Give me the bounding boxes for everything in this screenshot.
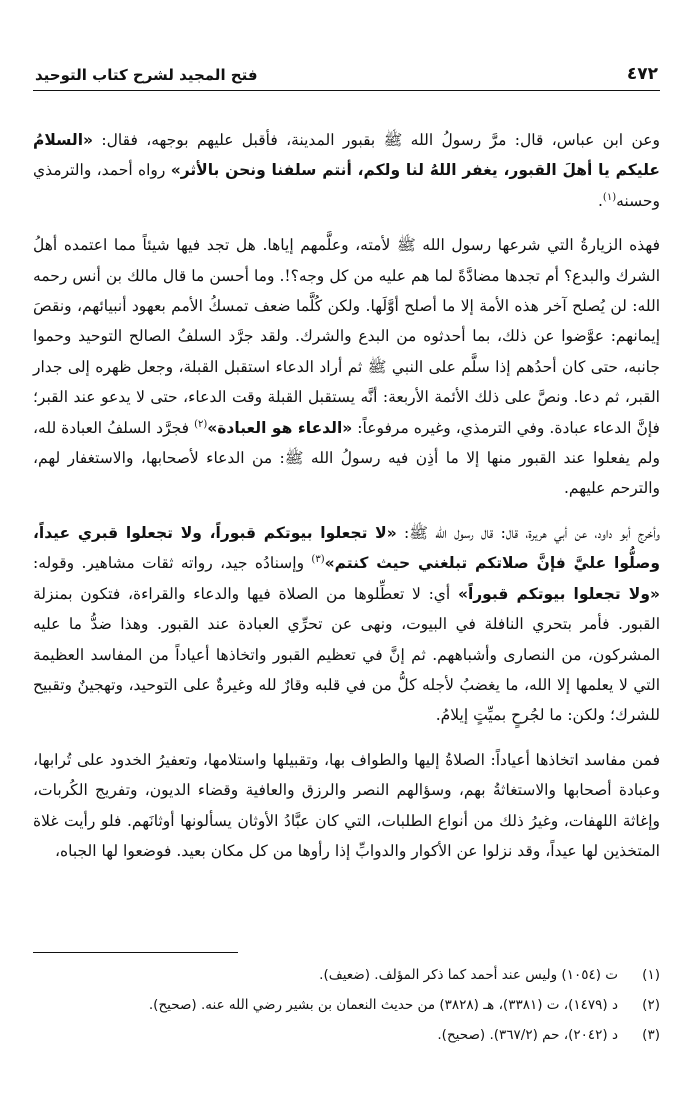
text-run: فمن مفاسد اتخاذها أعياداً: الصلاةُ إليها والطواف بها، وتقبيلها واستلامها، وتعفيرُ الخدود على تُرابها، وعبادة أصحابها والاستغاثةُ بهم، وسؤالهم النصر والرزق والعافية وقضاء الديون، وتفريج الكُربات، وإغاثة اللهفات، وغيرُ ذلك من أنواع الطلبات، التي كان عبَّادُ الأوثان يسألونها أوثانَهم. فلو رأيت غلاة المتخذين لها عيداً، وقد نزلوا عن الأكوار والدوابِّ إذا رأوها من كل مكان بعيد. فوضعوا لها الجباه، <box>33 750 660 860</box>
paragraph-1 <box>33 125 660 216</box>
text-run: . <box>597 191 603 210</box>
running-title: فتح المجيد لشرح كتاب التوحيد <box>35 66 258 84</box>
footnote-ref[interactable]: (١) <box>602 191 617 203</box>
text-run: رواه أحمد، والترمذي وحسنه <box>33 161 660 210</box>
footnotes <box>33 952 660 1043</box>
text-run: أي: لا تعطِّلوها من الصلاة فيها والدعاء والقراءة، فتكون بمنزلة القبور. فأمر بتحري النافلة في البيوت، ونهى عن تحرِّي العبادة عند القبور. وهذا ضدُّ ما عليه المشركون، من النصارى وأشباههم. ثم إنَّ في تعظيم القبور واتخاذها أعياداً من المفاسد العظيمة التي لا يعلمها إلا الله، ما يغضبُ لأجله كلُّ من في قلبه وقارٌ لله وغيرةٌ على التوحيد، وتهجينٌ وتقبيح للشرك؛ ولكن: ما لجُرحٍ بميِّتٍ إيلامُ. <box>33 584 660 725</box>
footnote-number: (٢) <box>642 997 660 1013</box>
page-number: ٤٧٢ <box>626 64 658 84</box>
main-text <box>33 125 660 866</box>
text-run: وأخرج أبو داود، عن أبي هريرة، قال: قال رسول الله ﷺ: <box>396 523 660 542</box>
text-run: وإسنادُه جيد، رواته ثقات مشاهير. وقوله: <box>33 554 312 573</box>
footnote-2 <box>33 997 660 1013</box>
page-header <box>33 64 660 91</box>
paragraph-2 <box>33 230 660 504</box>
footnote-text: د (٢٠٤٢)، حم (٣٦٧/٢). (صحيح). <box>437 1027 618 1043</box>
footnote-text: ت (١٠٥٤) وليس عند أحمد كما ذكر المؤلف. (ضعيف). <box>319 967 618 983</box>
footnote-ref[interactable]: (٣) <box>311 554 325 566</box>
footnote-ref[interactable]: (٢) <box>194 418 208 430</box>
footnote-divider <box>33 952 238 953</box>
text-run: وعن ابن عباس، قال: مرَّ رسولُ الله ﷺ بقبور المدينة، فأقبل عليهم بوجهه، فقال: <box>93 131 660 149</box>
hadith-quote: «ولا تجعلوا بيوتكم قبوراً» <box>457 584 660 603</box>
footnote-number: (٣) <box>642 1027 660 1043</box>
footnote-text: د (١٤٧٩)، ت (٣٣٨١)، هـ (٣٨٢٨) من حديث النعمان بن بشير رضي الله عنه. (صحيح). <box>148 997 618 1013</box>
footnote-number: (١) <box>642 967 660 983</box>
paragraph-4 <box>33 745 660 867</box>
footnote-3 <box>33 1027 660 1043</box>
text-run: فجرَّد السلفُ العبادة لله، ولم يفعلوا عند القبور منها إلا ما أذِن فيه رسولُ الله ﷺ: من الدعاء لأصحابها، والاستغفار لهم، والترحم عليهم. <box>33 418 660 498</box>
hadith-quote: «لا تجعلوا بيوتكم قبوراً، ولا تجعلوا قبري عيداً، وصلُّوا عليَّ فإنَّ صلاتكم تبلغني حيث كنتم» <box>33 523 661 573</box>
footnote-1 <box>33 967 660 983</box>
hadith-quote: «السلامُ عليكم يا أهلَ القبور، يغفر اللهُ لنا ولكم، أنتم سلفنا ونحن بالأثر» <box>33 131 661 180</box>
text-run: فهذه الزيارةُ التي شرعها رسول الله ﷺ لأمته، وعلَّمهم إياها. هل تجد فيها شيئاً مما اعتمده أهلُ الشرك والبدع؟ أم تجدها مضادَّةً لما هم عليه من كل وجه؟!. وما أحسن ما قال مالك بن أنس رحمه الله: لن يُصلح آخر هذه الأمة إلا ما أصلح أوَّلَها. ولكن كُلَّما ضعف تمسكُ الأمم بعهود أنبيائهم، ونقصَ إيمانهم: عوَّضوا عن ذلك، بما أحدثوه من البدع والشرك. ولقد جرَّد السلفُ الصالح التوحيد وحموا جانبه، حتى كان أحدُهم إذا سلَّم على النبي ﷺ ثم أراد الدعاء استقبل القبلة، وجعل ظهره إلى جدار القبر، ثم دعا. ونصَّ على ذلك الأئمة الأربعة: أنَّه يستقبل القبلة وقت الدعاء، حتى لا يدعو عند القبر؛ فإنَّ الدعاء عبادة. وفي الترمذي، وغيره مرفوعاً: <box>33 236 660 437</box>
paragraph-3 <box>33 518 660 731</box>
hadith-quote: «الدعاء هو العبادة» <box>207 418 353 437</box>
